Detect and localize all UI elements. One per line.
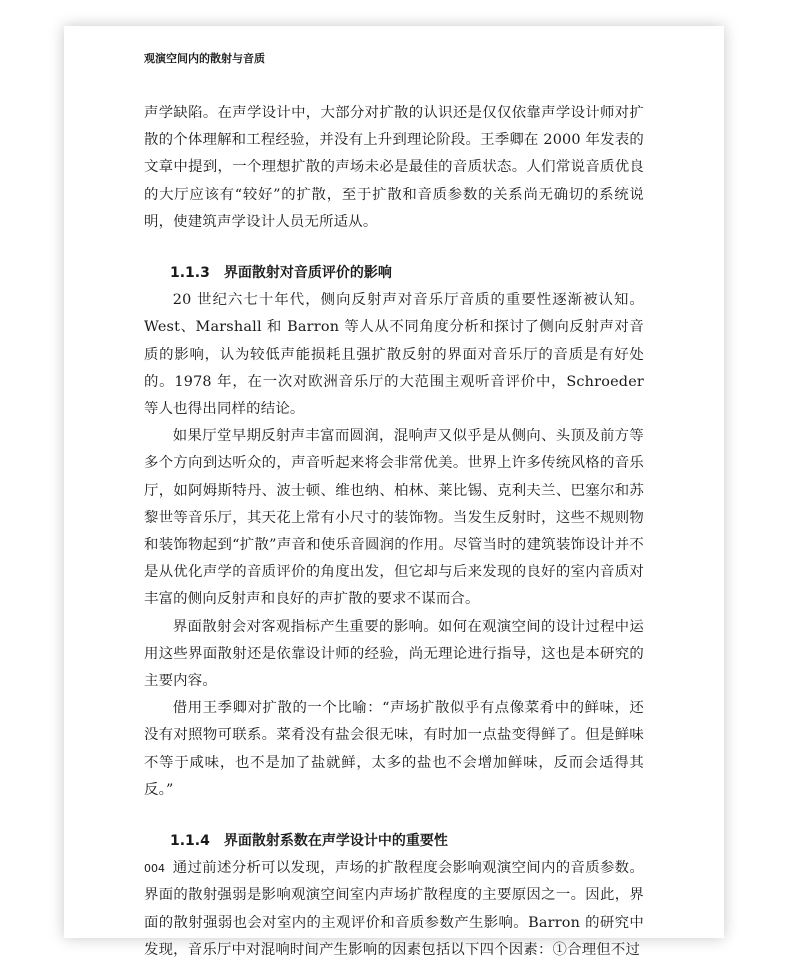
section-heading-1-1-3: 1.1.3 界面散射对音质评价的影响 bbox=[170, 265, 392, 282]
running-head: 观演空间内的散射与音质 bbox=[144, 52, 265, 65]
paragraph: 界面散射会对客观指标产生重要的影响。如何在观演空间的设计过程中运用这些界面散射还是依靠设计师的经验，尚无理论进行指导，这也是本研究的主要内容。 bbox=[144, 618, 644, 690]
paragraph: 声学缺陷。在声学设计中，大部分对扩散的认识还是仅仅依靠声学设计师对扩散的个体理解和工程经验，并没有上升到理论阶段。王季卿在 2000 年发表的文章中提到，一个理想扩散的声场未必是最佳的音质状态。人们常说音质优良的大厅应该有“较好”的扩散，至于扩散和音质参数的关系尚无确切的系统说明，使建筑声学设计人员无所适从。 bbox=[144, 105, 644, 230]
paragraph: 通过前述分析可以发现，声场的扩散程度会影响观演空间内的音质参数。界面的散射强弱是影响观演空间室内声场扩散程度的主要原因之一。因此，界面的散射强弱也会对室内的主观评价和音质参数产生影响。Barron 的研究中发现，音乐厅中对混响时间产生影响的因素包括以下四个因素：①合理但不过 bbox=[144, 860, 644, 958]
book-page bbox=[64, 26, 724, 958]
paragraph: 20 世纪六七十年代，侧向反射声对音乐厅音质的重要性逐渐被认知。West、Marshall 和 Barron 等人从不同角度分析和探讨了侧向反射声对音质的影响，认为较低声能损耗且强扩散反射的界面对音乐厅的音质是有好处的。1978 年，在一次对欧洲音乐厅的大范围主观听音评价中，Schroeder 等人也得出同样的结论。 bbox=[144, 292, 644, 418]
paragraph: 如果厅堂早期反射声丰富而圆润，混响声又似乎是从侧向、头顶及前方等多个方向到达听众的，声音听起来将会非常优美。世界上许多传统风格的音乐厅，如阿姆斯特丹、波士顿、维也纳、柏林、莱比锡、克利夫兰、巴塞尔和苏黎世等音乐厅，其天花上常有小尺寸的装饰物。当发生反射时，这些不规则物和装饰物起到“扩散”声音和使乐音圆润的作用。尽管当时的建筑装饰设计并不是从优化声学的音质评价的角度出发，但它却与后来发现的良好的室内音质对丰富的侧向反射声和良好的声扩散的要求不谋而合。 bbox=[144, 428, 644, 608]
paragraph: 借用王季卿对扩散的一个比喻：“声场扩散似乎有点像菜肴中的鲜味，还没有对照物可联系。菜肴没有盐会很无味，有时加一点盐变得鲜了。但是鲜味不等于咸味，也不是加了盐就鲜，太多的盐也不会增加鲜味，反而会适得其反。” bbox=[144, 700, 644, 798]
section-heading-1-1-4: 1.1.4 界面散射系数在声学设计中的重要性 bbox=[170, 833, 448, 850]
page-number: 004 bbox=[144, 862, 165, 875]
page-body bbox=[144, 100, 644, 964]
